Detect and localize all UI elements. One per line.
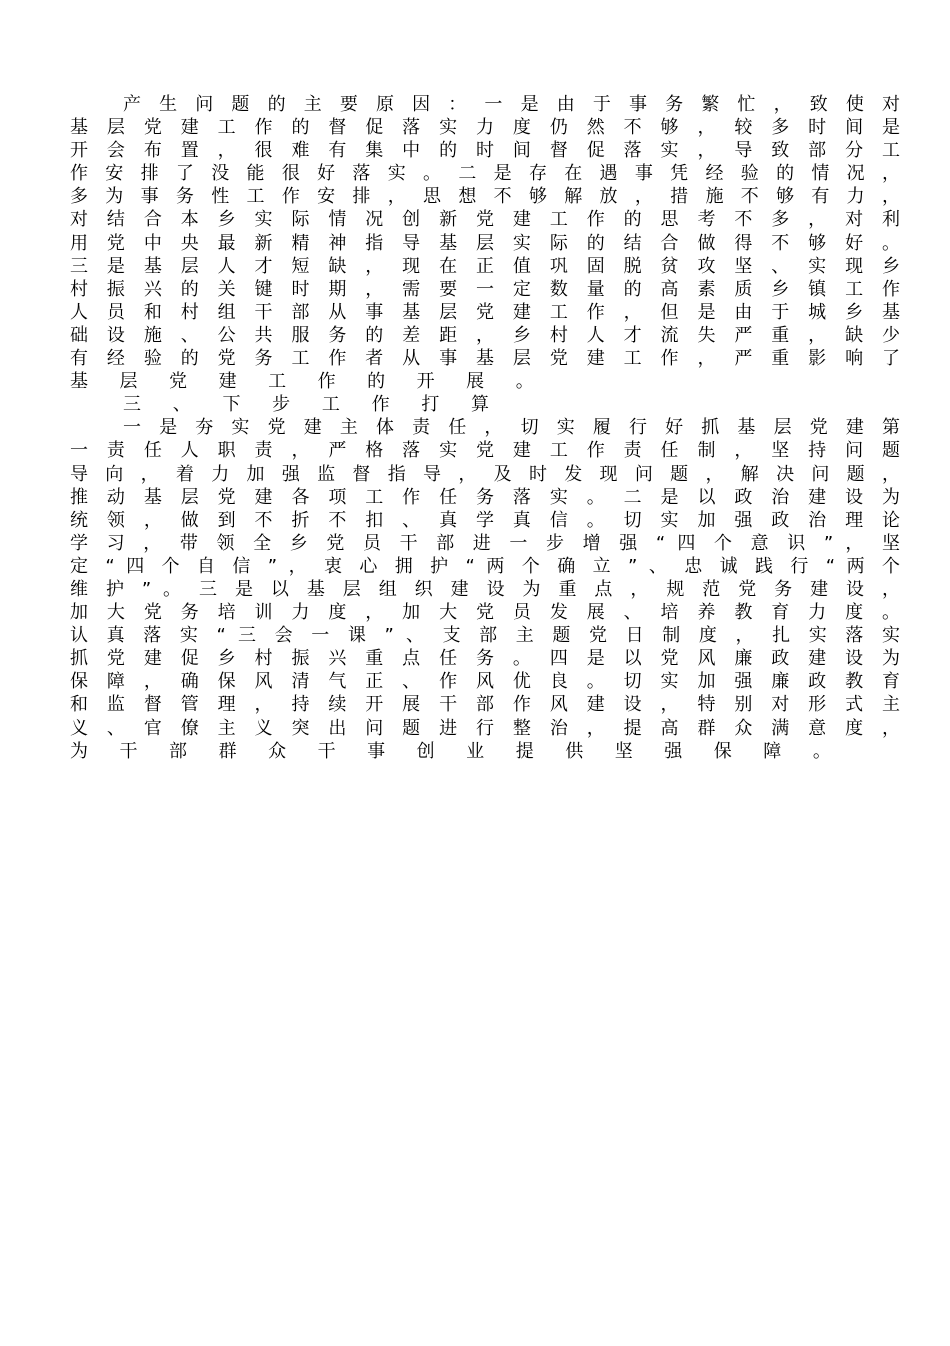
text-line: 推 动 基 层 党 建 各 项 工 作 任 务 落 实 。 二 是 以 政 治 建 设 为 <box>70 486 900 508</box>
text-line: 三 是 基 层 人 才 短 缺 ， 现 在 正 值 巩 固 脱 贫 攻 坚 、 实 现 乡 <box>70 255 900 277</box>
text-line: 基 层 党 建 工 作 的 开 展 。 <box>70 371 547 393</box>
text-line: 基 层 党 建 工 作 的 督 促 落 实 力 度 仍 然 不 够 ， 较 多 时 间 是 <box>70 117 900 139</box>
text-line: 产 生 问 题 的 主 要 原 因 ： 一 是 由 于 事 务 繁 忙 ， 致 使 对 <box>123 94 900 115</box>
text-line: 村 振 兴 的 关 键 时 期 ， 需 要 一 定 数 量 的 高 素 质 乡 镇 工 作 <box>70 278 900 300</box>
text-line: 加 大 党 务 培 训 力 度 ， 加 大 党 员 发 展 、 培 养 教 育 力 度 。 <box>70 602 900 624</box>
text-line: 对 结 合 本 乡 实 际 情 况 创 新 党 建 工 作 的 思 考 不 多 ， 对 利 <box>70 209 900 231</box>
text-line: 维 护 ” 。 三 是 以 基 层 组 织 建 设 为 重 点 ， 规 范 党 务 建 设 ， <box>70 578 900 600</box>
section-heading: 三 、 下 步 工 作 打 算 <box>123 394 503 416</box>
text-line: 作 安 排 了 没 能 很 好 落 实 。 二 是 存 在 遇 事 凭 经 验 的 情 况 ， <box>70 163 900 185</box>
text-line: 一 是 夯 实 党 建 主 体 责 任 ， 切 实 履 行 好 抓 基 层 党 建 第 <box>123 417 900 439</box>
text-line: 认 真 落 实 “ 三 会 一 课 ” 、 支 部 主 题 党 日 制 度 ， 扎 实 落 实 <box>70 625 900 647</box>
text-line: 定 “ 四 个 自 信 ” ， 衷 心 拥 护 “ 两 个 确 立 ” 、 忠 诚 践 行 “ 两 个 <box>70 555 900 577</box>
text-line: 和 监 督 管 理 ， 持 续 开 展 干 部 作 风 建 设 ， 特 别 对 形 式 主 <box>70 694 900 716</box>
text-line: 学 习 ， 带 领 全 乡 党 员 干 部 进 一 步 增 强 “ 四 个 意 识 ” ， 坚 <box>70 532 900 554</box>
text-line: 导 向 ， 着 力 加 强 监 督 指 导 ， 及 时 发 现 问 题 ， 解 决 问 题 ， <box>70 463 900 485</box>
text-line: 用 党 中 央 最 新 精 神 指 导 基 层 实 际 的 结 合 做 得 不 够 好 。 <box>70 232 900 254</box>
text-line: 人 员 和 村 组 干 部 从 事 基 层 党 建 工 作 ， 但 是 由 于 城 乡 基 <box>70 301 900 323</box>
text-line: 开 会 布 置 ， 很 难 有 集 中 的 时 间 督 促 落 实 ， 导 致 部 分 工 <box>70 140 900 162</box>
text-line: 一 责 任 人 职 责 ， 严 格 落 实 党 建 工 作 责 任 制 ， 坚 持 问 题 <box>70 440 900 462</box>
text-line: 统 领 ， 做 到 不 折 不 扣 、 真 学 真 信 。 切 实 加 强 政 治 理 论 <box>70 509 900 531</box>
text-line: 义 、 官 僚 主 义 突 出 问 题 进 行 整 治 ， 提 高 群 众 满 意 度 ， <box>70 717 900 739</box>
text-line: 为 干 部 群 众 干 事 创 业 提 供 坚 强 保 障 。 <box>70 740 844 762</box>
text-line: 抓 党 建 促 乡 村 振 兴 重 点 任 务 。 四 是 以 党 风 廉 政 建 设 为 <box>70 648 900 670</box>
text-line: 多 为 事 务 性 工 作 安 排 ， 思 想 不 够 解 放 ， 措 施 不 够 有 力 ， <box>70 186 900 208</box>
text-line: 保 障 ， 确 保 风 清 气 正 、 作 风 优 良 。 切 实 加 强 廉 政 教 育 <box>70 671 900 693</box>
text-line: 有 经 验 的 党 务 工 作 者 从 事 基 层 党 建 工 作 ， 严 重 影 响 了 <box>70 348 900 370</box>
text-line: 础 设 施 、 公 共 服 务 的 差 距 ， 乡 村 人 才 流 失 严 重 ， 缺 少 <box>70 324 900 346</box>
document-body <box>70 93 900 763</box>
